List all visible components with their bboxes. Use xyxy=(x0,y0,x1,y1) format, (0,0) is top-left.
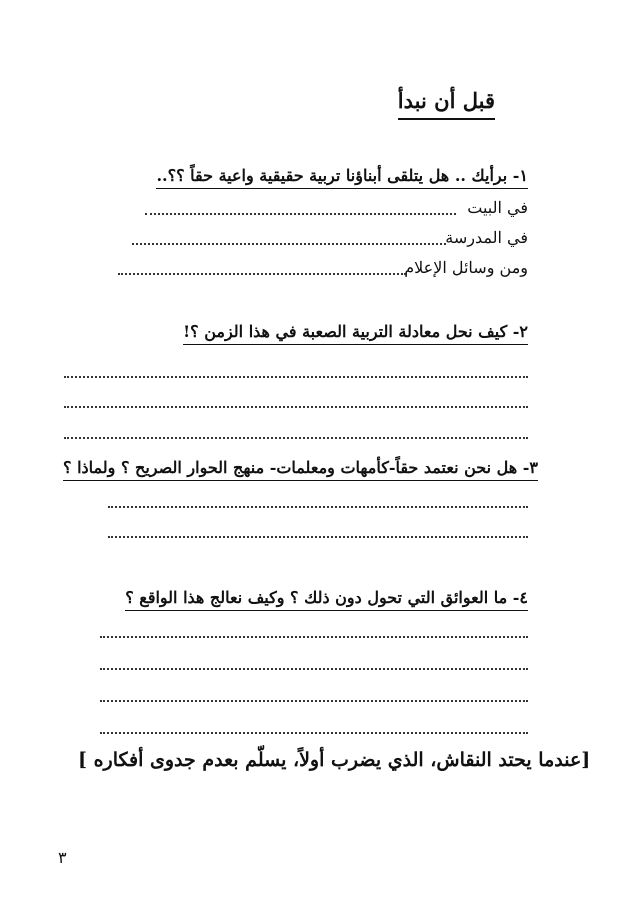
q1-home-answer-line[interactable] xyxy=(145,213,456,215)
q2-answer-line-3[interactable] xyxy=(64,437,528,439)
closing-quote: [عندما يحتد النقاش، الذي يضرب أولاً، يسلّم بعدم جدوى أفكاره ] xyxy=(78,749,591,771)
q1-media-label: ومن وسائل الإعلام xyxy=(404,258,528,277)
q1-school-answer-line[interactable] xyxy=(132,243,446,245)
q4-answer-line-4[interactable] xyxy=(100,732,528,734)
question-2: ٢- كيف نحل معادلة التربية الصعبة في هذا الزمن ؟! xyxy=(183,320,528,345)
page-number: ٣ xyxy=(58,848,67,867)
question-1: ١- برأيك .. هل يتلقى أبناؤنا تربية حقيقية واعية حقاً ؟؟.. xyxy=(156,164,528,189)
q1-school-label: في المدرسة xyxy=(445,228,528,247)
q1-home-label: في البيت xyxy=(467,198,528,217)
q1-media-answer-line[interactable] xyxy=(118,273,406,275)
q3-answer-line-1[interactable] xyxy=(108,506,528,508)
q3-answer-line-2[interactable] xyxy=(108,536,528,538)
q2-answer-line-1[interactable] xyxy=(64,376,528,378)
q2-answer-line-2[interactable] xyxy=(64,406,528,408)
q4-answer-line-1[interactable] xyxy=(100,636,528,638)
q4-answer-line-3[interactable] xyxy=(100,700,528,702)
question-4: ٤- ما العوائق التي تحول دون ذلك ؟ وكيف نعالج هذا الواقع ؟ xyxy=(125,586,528,611)
q4-answer-line-2[interactable] xyxy=(100,668,528,670)
page-title: قبل أن نبدأ xyxy=(398,86,495,120)
question-3: ٣- هل نحن نعتمد حقاً-كأمهات ومعلمات- منهج الحوار الصريح ؟ ولماذا ؟ xyxy=(63,456,538,481)
